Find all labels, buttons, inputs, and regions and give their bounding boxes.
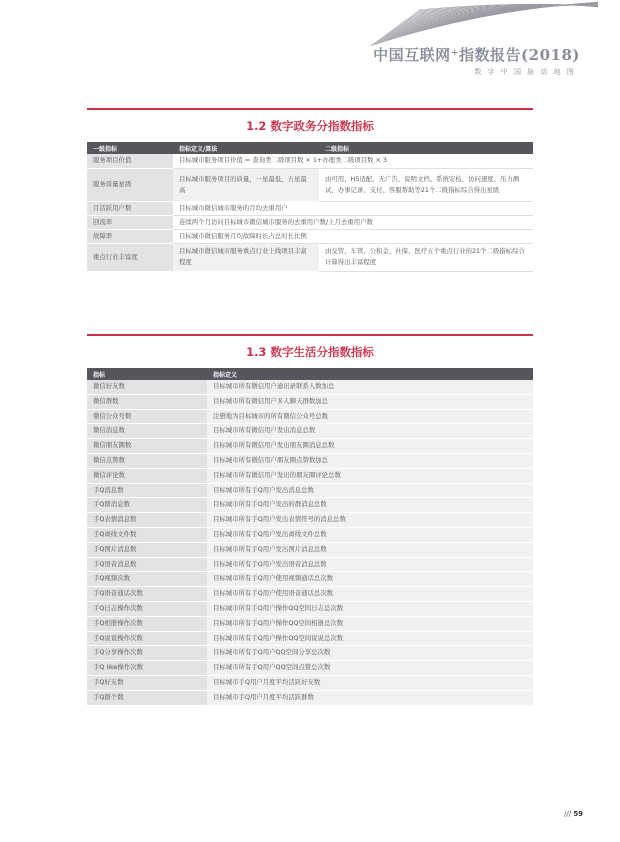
table-row	[87, 380, 533, 394]
definition-cell: 目标城市微信服务月均故障时长占总时长比例	[173, 229, 533, 243]
definition-cell: 目标城市所有微信用户发出朋友圈消息总数	[207, 439, 533, 454]
definition-cell: 注册地为目标城市的所有微信公众号总数	[207, 409, 533, 424]
indicator-cell: 手Q like操作次数	[87, 661, 207, 676]
table-header-row	[87, 368, 533, 380]
section-heading: 1.2 数字政务分指数指标	[87, 108, 533, 142]
table-row	[87, 542, 533, 557]
table-row	[87, 690, 533, 705]
indicator-cell: 手Q说说操作次数	[87, 631, 207, 646]
definition-cell: 目标城市所有手Q用户操作QQ空间日志总次数	[207, 601, 533, 616]
table-row	[87, 661, 533, 676]
table-row	[87, 201, 533, 215]
table-row	[87, 468, 533, 483]
table-row	[87, 631, 533, 646]
table-row	[87, 527, 533, 542]
table-row	[87, 439, 533, 454]
definition-cell: 目标城市所有手Q用户操作QQ空间说说总次数	[207, 631, 533, 646]
indicator-cell: 微信好友数	[87, 380, 207, 394]
table-row	[87, 498, 533, 513]
wave-lines	[370, 2, 598, 46]
table-row	[87, 601, 533, 616]
indicator-cell: 微信评论数	[87, 468, 207, 483]
definition-cell: 目标城市所有手Q用户发出离线文件总数	[207, 527, 533, 542]
table-row	[87, 646, 533, 661]
page-marker: ///	[564, 810, 572, 818]
report-title: 中国互联网⁺指数报告(2018)	[373, 46, 580, 64]
definition-cell: 目标城市所有手Q用户使用视频通话总次数	[207, 572, 533, 587]
table-row	[87, 453, 533, 468]
table-header-row	[87, 142, 533, 154]
header-wave-graphic	[360, 0, 600, 48]
indicator-cell: 回流率	[87, 215, 173, 229]
definition-cell: 目标城市所有微信用户发出消息总数	[207, 424, 533, 439]
definition-cell: 目标城市手Q用户月度平均活跃好友数	[207, 675, 533, 690]
gov-index-table	[87, 142, 533, 272]
table-row	[87, 243, 533, 271]
indicator-cell: 手Q表情消息数	[87, 513, 207, 528]
definition-cell: 目标城市所有微信用户朋友圈点赞数加总	[207, 453, 533, 468]
definition-cell: 目标城市所有手Q用户QQ空间点赞总次数	[207, 661, 533, 676]
indicator-cell: 故障率	[87, 229, 173, 243]
indicator-cell: 月活跃用户数	[87, 201, 173, 215]
table-row	[87, 616, 533, 631]
definition-cell: 目标城市所有手Q用户使用语音通话总次数	[207, 587, 533, 602]
report-brand	[373, 44, 580, 77]
life-index-table	[87, 368, 533, 706]
table-row	[87, 557, 533, 572]
table-row	[87, 215, 533, 229]
indicator-cell: 服务项目价值	[87, 154, 173, 168]
definition-cell: 目标城市手Q用户月度平均活跃群数	[207, 690, 533, 705]
table-row	[87, 154, 533, 168]
page-number	[564, 810, 583, 818]
indicator-cell: 手Q消息数	[87, 483, 207, 498]
column-header: 指标定义	[207, 368, 533, 380]
section-heading: 1.3 数字生活分指数指标	[87, 334, 533, 368]
definition-cell: 目标城市服务项目价值 = 查询类二级项目数 × 1+办理类二级项目数 × 3	[173, 154, 533, 168]
definition-cell: 目标城市所有手Q用户QQ空间分享总次数	[207, 646, 533, 661]
table-row	[87, 675, 533, 690]
table-row	[87, 513, 533, 528]
indicator-cell: 手Q好友数	[87, 675, 207, 690]
indicator-cell: 重点行业丰富度	[87, 243, 173, 271]
column-header: 指标	[87, 368, 207, 380]
indicator-cell: 手Q图片消息数	[87, 542, 207, 557]
table-row	[87, 587, 533, 602]
indicator-cell: 微信群数	[87, 394, 207, 409]
definition-cell: 目标城市所有微信用户发出的朋友圈评论总数	[207, 468, 533, 483]
indicator-cell: 手Q语音通话次数	[87, 587, 207, 602]
definition-cell: 目标城市服务项目的质量，一星最低，五星最高	[173, 168, 319, 201]
indicator-cell: 手Q群个数	[87, 690, 207, 705]
indicator-cell: 手Q视频次数	[87, 572, 207, 587]
indicator-cell: 微信朋友圈数	[87, 439, 207, 454]
indicator-cell: 服务质量星级	[87, 168, 173, 201]
report-subtitle: 数字中国脉动地图	[474, 68, 580, 76]
table-row	[87, 572, 533, 587]
section-life-index	[87, 334, 533, 706]
definition-cell: 目标城市所有手Q用户发出消息总数	[207, 483, 533, 498]
section-gov-index	[87, 108, 533, 272]
indicator-cell: 微信点赞数	[87, 453, 207, 468]
table-row	[87, 394, 533, 409]
page-number-value: 59	[573, 810, 584, 818]
definition-cell: 目标城市所有手Q用户发出表情符号的消息总数	[207, 513, 533, 528]
column-header: 二级指标	[319, 142, 533, 154]
definition-cell: 目标城市所有微信用户多人聊天群数加总	[207, 394, 533, 409]
indicator-cell: 手Q离线文件数	[87, 527, 207, 542]
table-row	[87, 409, 533, 424]
definition-cell: 目标城市所有手Q用户发出语音消息总数	[207, 557, 533, 572]
indicator-cell: 手Q分享操作次数	[87, 646, 207, 661]
indicator-cell: 手Q相册操作次数	[87, 616, 207, 631]
table-row	[87, 168, 533, 201]
indicator-cell: 微信消息数	[87, 424, 207, 439]
definition-cell: 目标城市微信城市服务的月均去重用户	[173, 201, 533, 215]
definition-cell: 连续两个月访问目标城市微信城市服务的去重用户数/上月去重用户数	[173, 215, 533, 229]
column-header: 一级指标	[87, 142, 173, 154]
table-row	[87, 229, 533, 243]
definition-cell: 目标城市所有微信用户通讯录联系人数加总	[207, 380, 533, 394]
table-row	[87, 483, 533, 498]
definition-cell: 目标城市微信城市服务重点行业上线项目丰富程度	[173, 243, 319, 271]
column-header: 指标定义/算法	[173, 142, 319, 154]
definition-cell: 目标城市所有手Q用户操作QQ空间相册总次数	[207, 616, 533, 631]
definition-cell: 目标城市所有手Q用户发出图片消息总数	[207, 542, 533, 557]
sub-indicator-cell: 由可用、H5适配、无广告、说明文档、系统安检、访问速度、压力测试、办事记录、支付、客服帮助等21个二级指标综合得出星级	[319, 168, 533, 201]
sub-indicator-cell: 由交管、车管、公积金、社保、医疗五个重点行业的21个二级指标综合计算得出丰富程度	[319, 243, 533, 271]
indicator-cell: 微信公众号数	[87, 409, 207, 424]
indicator-cell: 手Q群消息数	[87, 498, 207, 513]
table-row	[87, 424, 533, 439]
indicator-cell: 手Q语音消息数	[87, 557, 207, 572]
definition-cell: 目标城市所有手Q用户发出的群消息总数	[207, 498, 533, 513]
indicator-cell: 手Q日志操作次数	[87, 601, 207, 616]
